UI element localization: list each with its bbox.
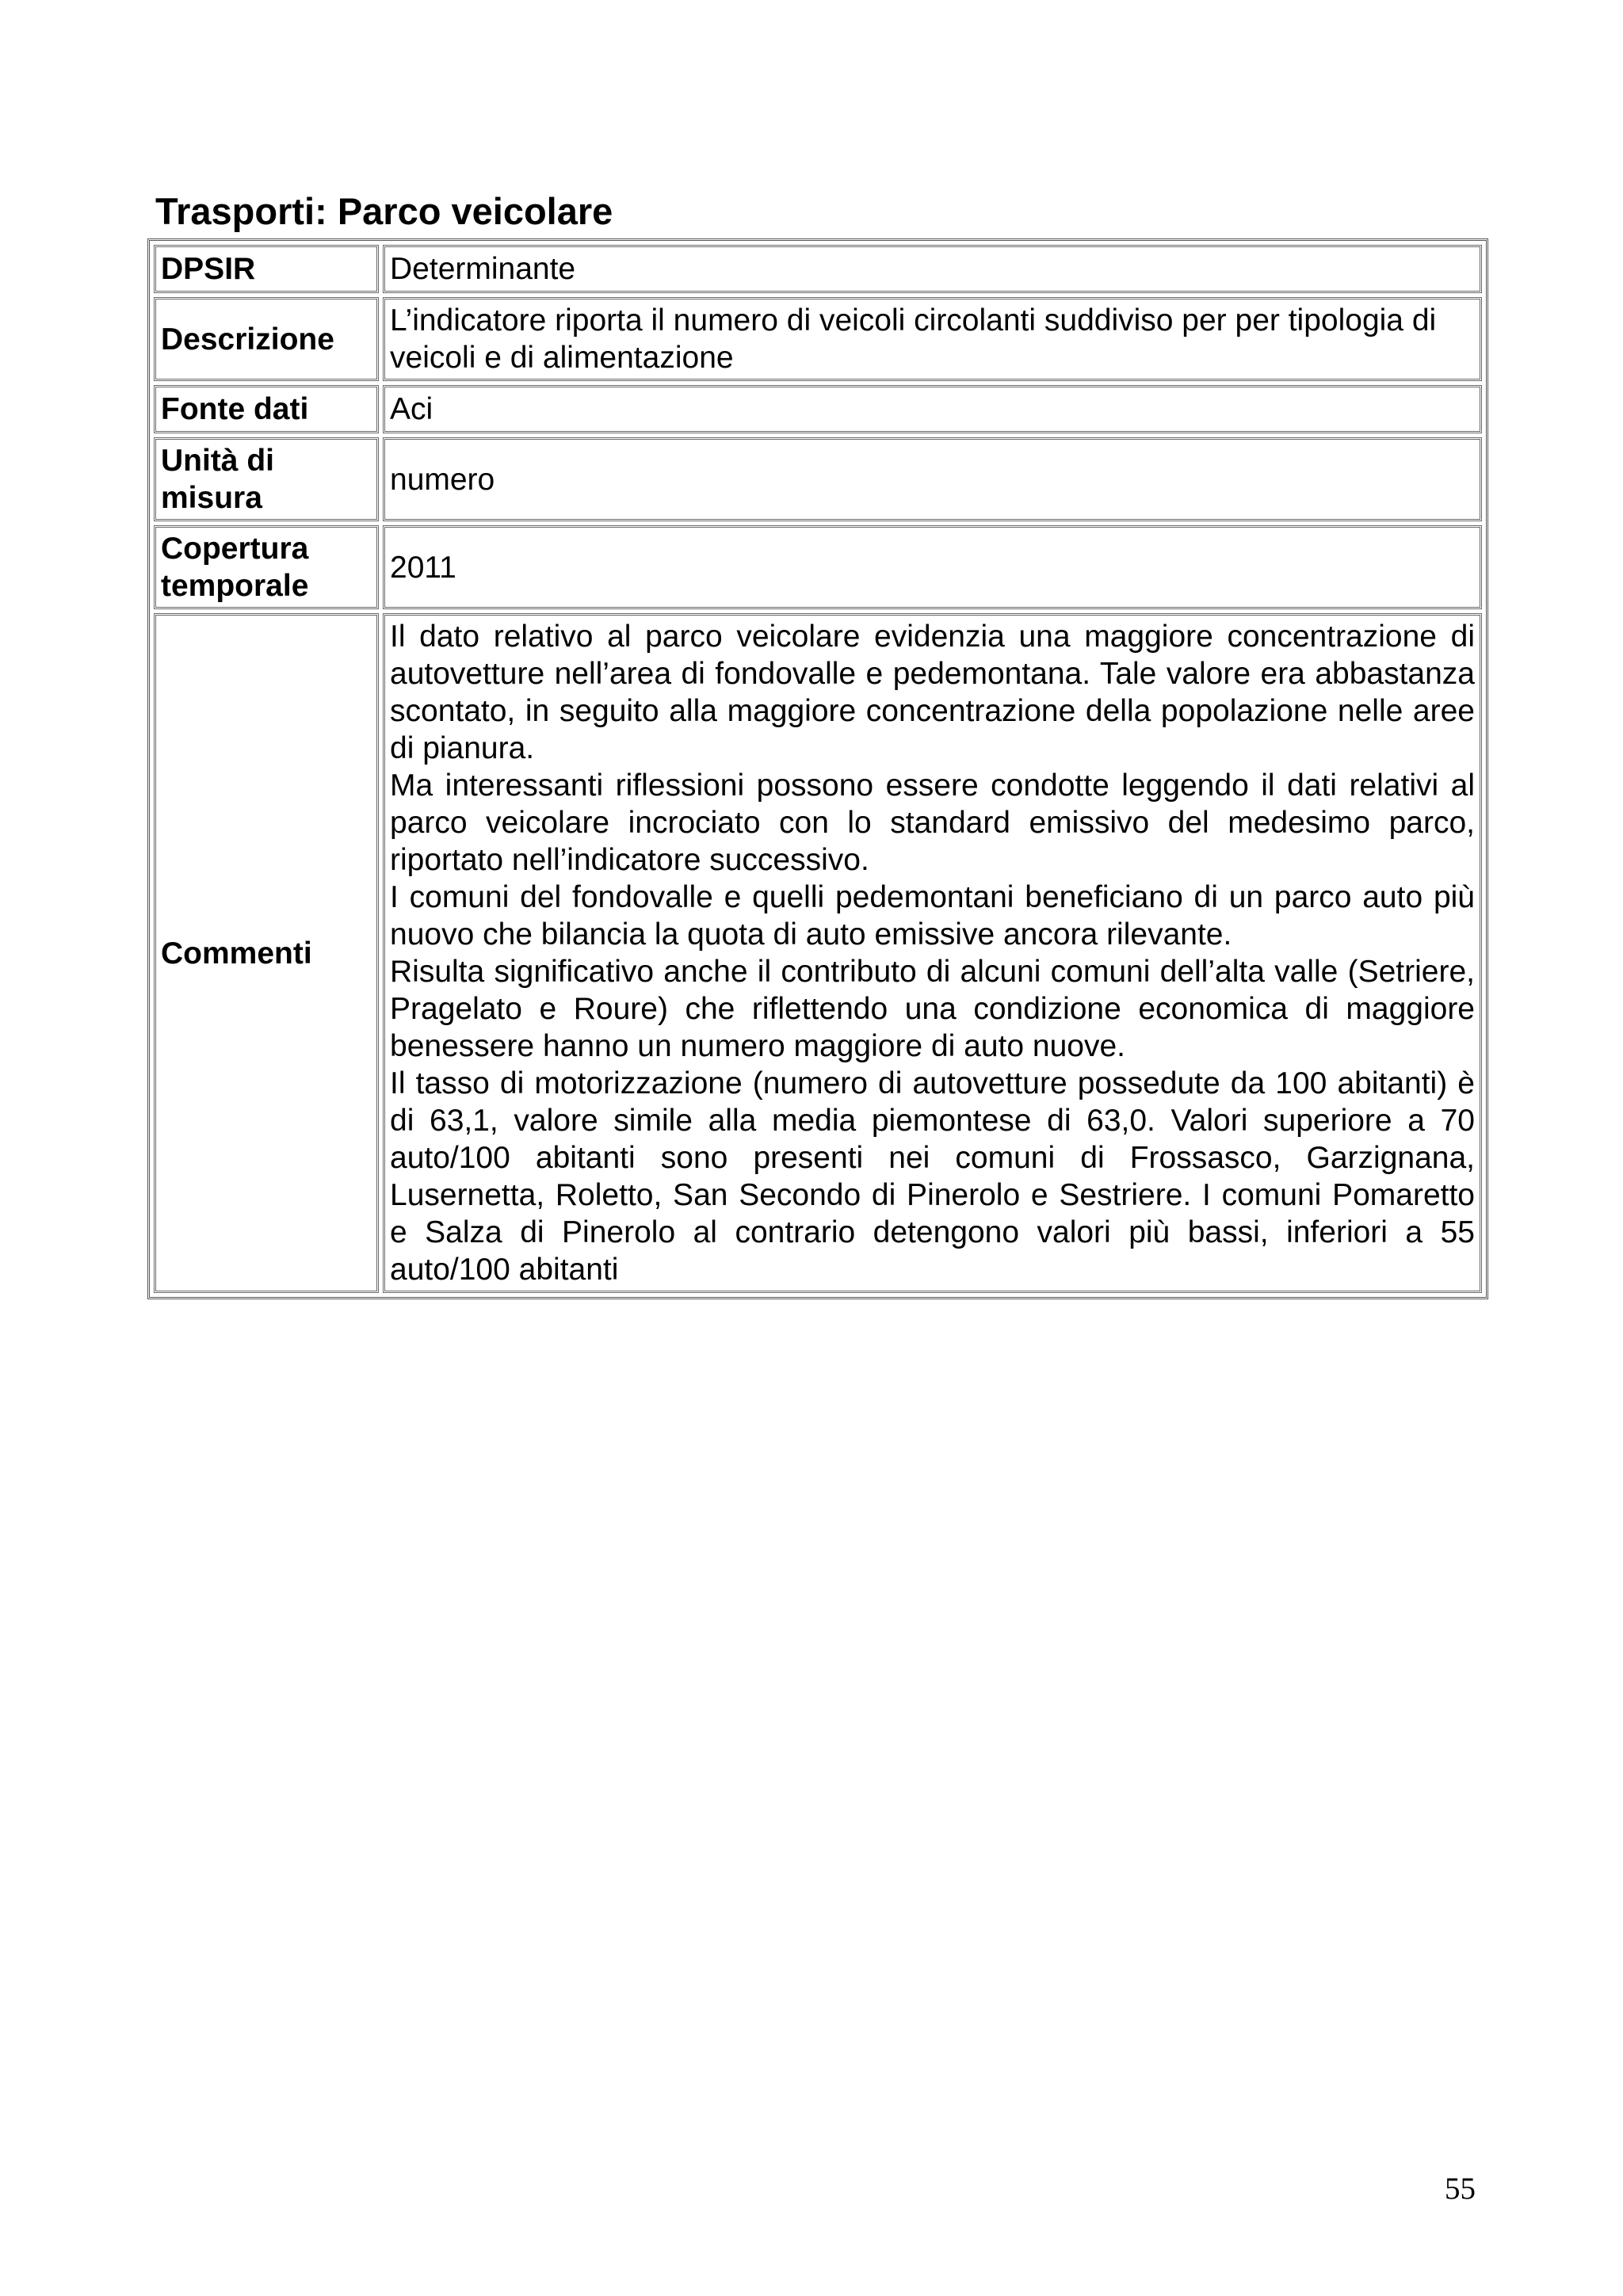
value-commenti — [383, 613, 1482, 1293]
table-row-dpsir — [154, 245, 1482, 293]
value-dpsir: Determinante — [383, 245, 1482, 293]
label-unita-misura: Unità di misura — [154, 437, 379, 521]
label-copertura-temporale: Copertura temporale — [154, 525, 379, 609]
commenti-paragraph: Risulta significativo anche il contributo di alcuni comuni dell’alta valle (Setriere, Pragelato e Roure) che riflettendo una condizione economica di maggiore benessere hanno un numero maggiore di auto nuove. — [390, 955, 1475, 1063]
indicator-table — [147, 238, 1488, 1299]
label-dpsir: DPSIR — [154, 245, 379, 293]
label-descrizione: Descrizione — [154, 297, 379, 381]
value-unita-misura: numero — [383, 437, 1482, 521]
label-commenti: Commenti — [154, 613, 379, 1293]
table-row-copertura-temporale — [154, 525, 1482, 609]
table-row-descrizione — [154, 297, 1482, 381]
table-row-commenti — [154, 613, 1482, 1293]
commenti-paragraph: Il tasso di motorizzazione (numero di autovetture possedute da 100 abitanti) è di 63,1, valore simile alla media piemontese di 63,0. Valori superiore a 70 auto/100 abitanti sono presenti nei comuni di Frossasco, Garzignana, Lusernetta, Roletto, San Secondo di Pinerolo e Sestriere. I comuni Pomaretto e Salza di Pinerolo al contrario detengono valori più bassi, inferiori a 55 auto/100 abitanti — [390, 1066, 1475, 1287]
commenti-paragraph: Ma interessanti riflessioni possono essere condotte leggendo il dati relativi al parco veicolare incrociato con lo standard emissivo del medesimo parco, riportato nell’indicatore successivo. — [390, 769, 1475, 877]
page-title: Trasporti: Parco veicolare — [155, 190, 613, 232]
table-row-unita-misura — [154, 437, 1482, 521]
label-fonte-dati: Fonte dati — [154, 385, 379, 433]
value-fonte-dati: Aci — [383, 385, 1482, 433]
commenti-paragraph: I comuni del fondovalle e quelli pedemontani beneficiano di un parco auto più nuovo che bilancia la quota di auto emissive ancora rilevante. — [390, 880, 1475, 952]
value-copertura-temporale: 2011 — [383, 525, 1482, 609]
value-descrizione: L’indicatore riporta il numero di veicoli circolanti suddiviso per per tipologia di veicoli e di alimentazione — [383, 297, 1482, 381]
page-number: 55 — [1445, 2172, 1476, 2206]
table-row-fonte-dati — [154, 385, 1482, 433]
commenti-paragraph: Il dato relativo al parco veicolare evidenzia una maggiore concentrazione di autovetture nell’area di fondovalle e pedemontana. Tale valore era abbastanza scontato, in seguito alla maggiore concentrazione della popolazione nelle aree di pianura. — [390, 620, 1475, 765]
